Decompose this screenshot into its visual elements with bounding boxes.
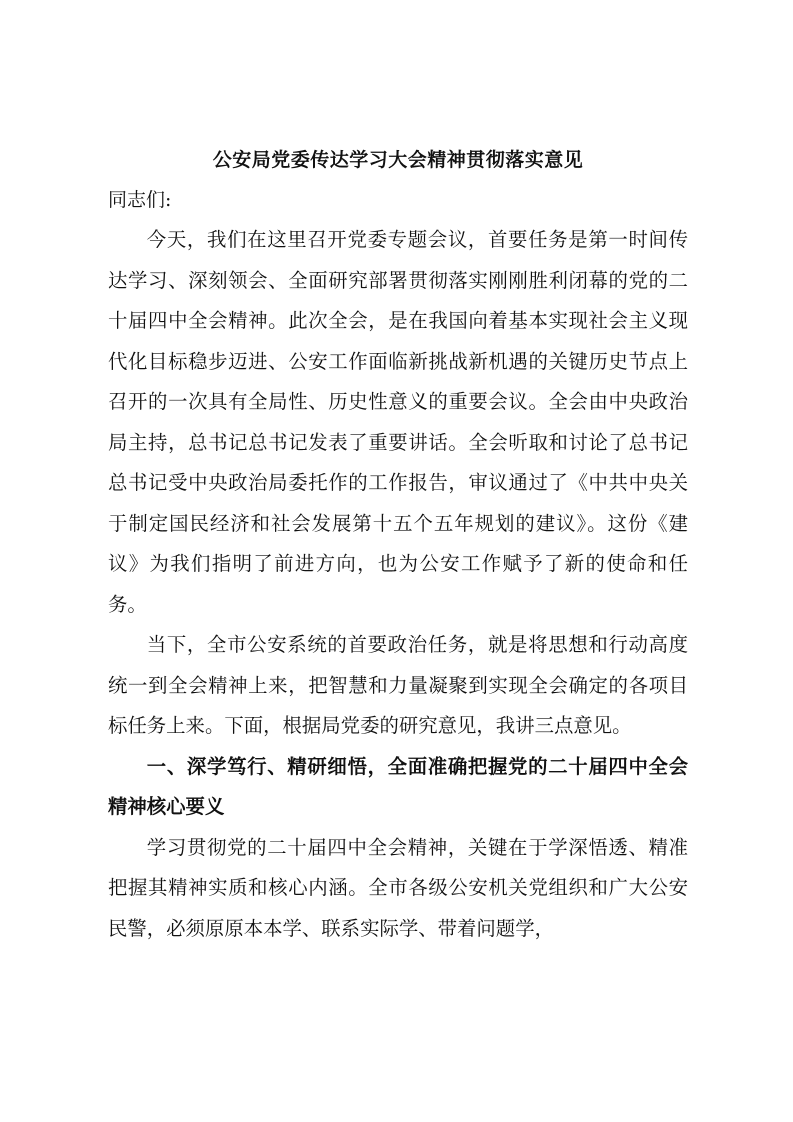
document-title: 公安局党委传达学习大会精神贯彻落实意见	[212, 149, 584, 171]
paragraph-section-one: 学习贯彻党的二十届四中全会精神，关键在于学深悟透、精准把握其精神实质和核心内涵。全市各级公安机关党组织和广大公安民警，必须原原本本学、联系实际学、带着问题学，	[108, 835, 688, 940]
salutation: 同志们:	[108, 189, 172, 211]
document-page	[108, 140, 688, 949]
section-heading-one: 一、深学笃行、精研细悟，全面准确把握党的二十届四中全会精神核心要义	[108, 754, 688, 818]
paragraph-task: 当下，全市公安系统的首要政治任务，就是将思想和行动高度统一到全会精神上来，把智慧和力量凝聚到实现全会确定的各项目标任务上来。下面，根据局党委的研究意见，我讲三点意见。	[108, 633, 688, 737]
paragraph-opening: 今天，我们在这里召开党委专题会议，首要任务是第一时间传达学习、深刻领会、全面研究部署贯彻落实刚刚胜利闭幕的党的二十届四中全会精神。此次全会，是在我国向着基本实现社会主义现代化目标稳步迈进、公安工作面临新挑战新机遇的关键历史节点上召开的一次具有全局性、历史性意义的重要会议。全会由中央政治局主持，总书记总书记发表了重要讲话。全会听取和讨论了总书记总书记受中央政治局委托作的工作报告，审议通过了《中共中央关于制定国民经济和社会发展第十五个五年规划的建议》。这份《建议》为我们指明了前进方向，也为公安工作赋予了新的使命和任务。	[108, 228, 688, 616]
